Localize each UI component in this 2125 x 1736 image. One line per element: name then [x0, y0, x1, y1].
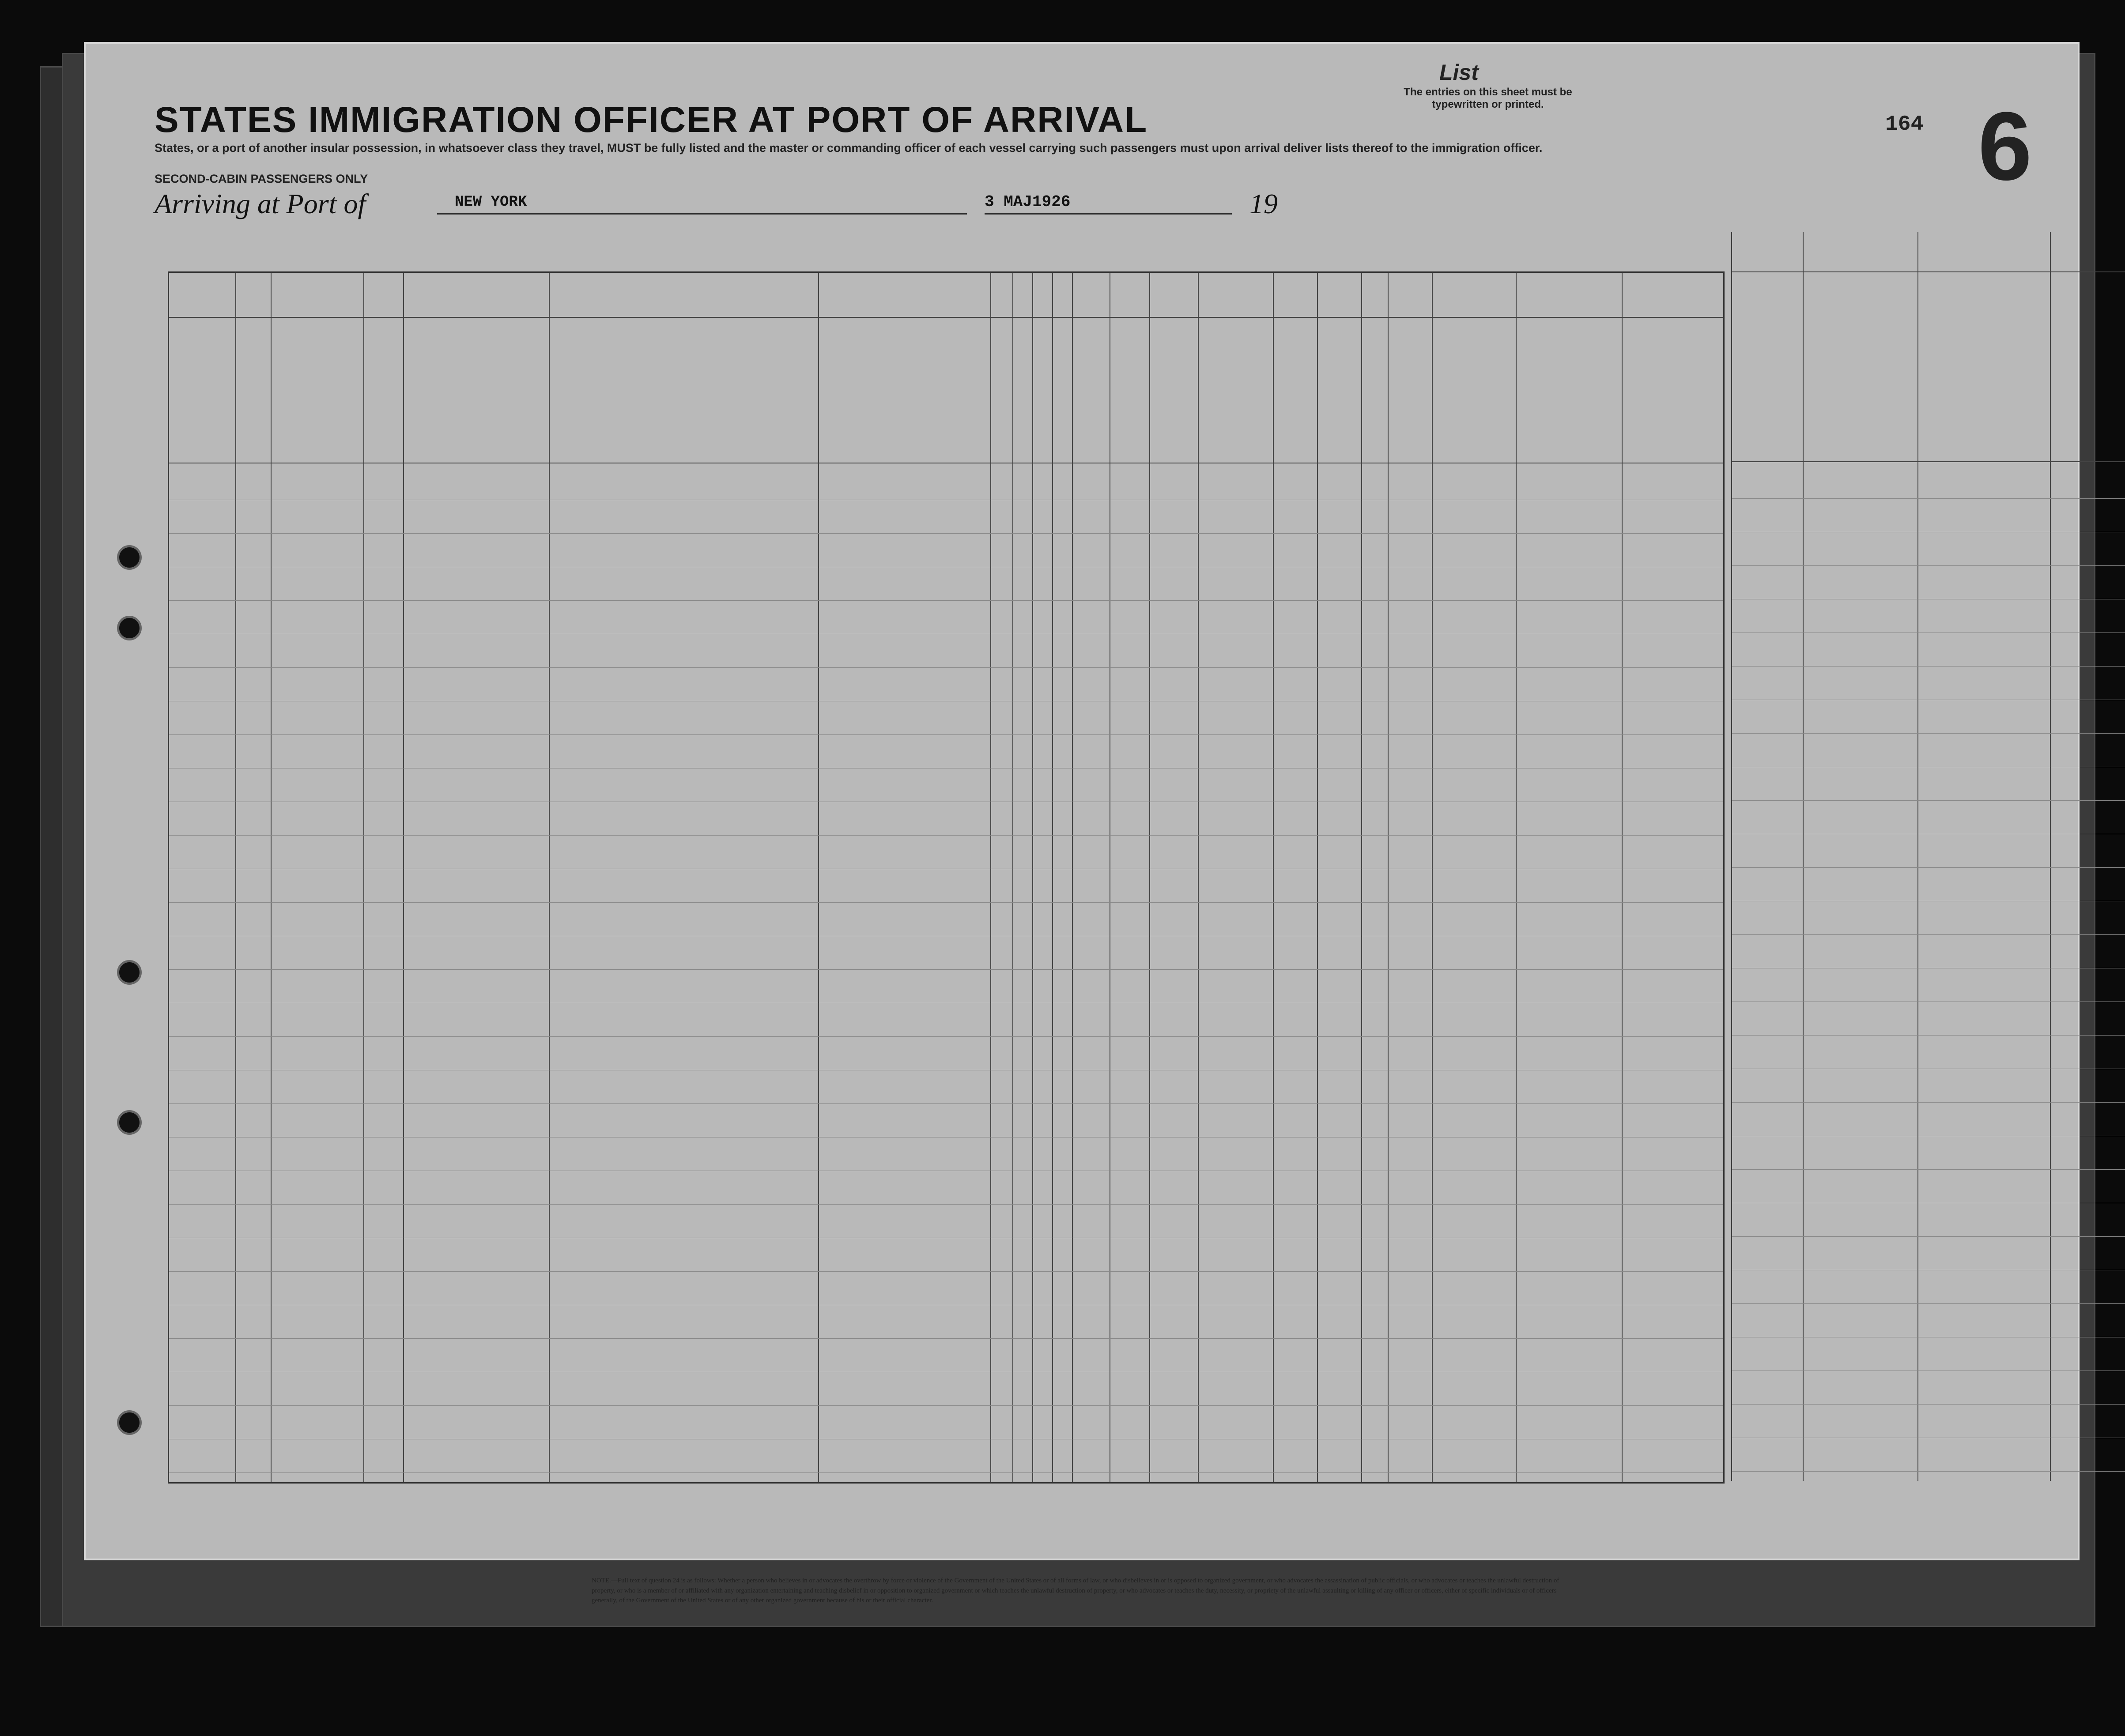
row-divider: [1732, 1102, 2125, 1103]
row-divider: [169, 1472, 1723, 1473]
column-divider: [1012, 273, 1013, 1482]
punch-hole: [117, 616, 142, 640]
arriving-label: Arriving at Port of: [155, 188, 366, 219]
column-divider: [1317, 273, 1318, 1482]
row-divider: [169, 1036, 1723, 1037]
row-divider: [1732, 800, 2125, 801]
column-divider: [549, 273, 550, 1482]
row-divider: [169, 969, 1723, 970]
arrival-line: [155, 188, 1347, 218]
page-title: STATES IMMIGRATION OFFICER AT PORT OF ARRIVAL: [155, 100, 1148, 140]
row-divider: [1732, 565, 2125, 566]
row-divider: [1732, 666, 2125, 667]
row-divider: [1732, 498, 2125, 499]
column-divider: [1516, 273, 1517, 1482]
column-divider: [1052, 273, 1053, 1482]
column-divider: [1072, 273, 1073, 1482]
column-divider: [1198, 273, 1199, 1482]
punch-hole: [117, 1410, 142, 1435]
column-divider: [1803, 232, 1804, 1481]
column-divider: [1432, 273, 1433, 1482]
row-divider: [1732, 1236, 2125, 1237]
column-divider: [1622, 273, 1623, 1482]
column-divider: [1273, 273, 1274, 1482]
row-divider: [169, 1271, 1723, 1272]
row-divider: [169, 1338, 1723, 1339]
punch-hole: [117, 545, 142, 570]
column-divider: [1149, 273, 1150, 1482]
visa-table: [1731, 232, 2125, 1481]
header-instructions: States, or a port of another insular possession, in whatsoever class they travel, MUST be fully listed and the master or commanding officer of each vessel carrying such passengers must upon arrival deliver lists thereof to the immigration officer.: [155, 141, 1543, 154]
arrival-date: 3 MAJ1926: [985, 193, 1071, 211]
column-divider: [2050, 232, 2051, 1481]
punch-hole: [117, 960, 142, 985]
column-divider: [1917, 232, 1918, 1481]
row-divider: [1732, 934, 2125, 935]
row-divider: [1732, 1035, 2125, 1036]
row-divider: [169, 600, 1723, 601]
column-divider: [235, 273, 236, 1482]
row-divider: [169, 734, 1723, 735]
row-divider: [169, 835, 1723, 836]
row-divider: [1732, 1471, 2125, 1472]
date-underline: [985, 213, 1232, 215]
header-divider: [1732, 271, 2125, 272]
port-name: NEW YORK: [455, 194, 527, 211]
passenger-table: [168, 271, 1725, 1484]
page-number: 164: [1885, 113, 1924, 136]
row-divider: [1732, 1169, 2125, 1170]
column-divider: [271, 273, 272, 1482]
column-divider: [1388, 273, 1389, 1482]
row-divider: [1732, 867, 2125, 868]
punch-hole: [117, 1110, 142, 1135]
list-instructions: The entries on this sheet must be typewritten or printed.: [1404, 86, 1572, 110]
manifest-sheet: [84, 42, 2080, 1604]
row-divider: [169, 533, 1723, 534]
column-divider: [1032, 273, 1033, 1482]
row-divider: [169, 1405, 1723, 1406]
column-divider: [990, 273, 991, 1482]
row-divider: [1732, 1303, 2125, 1304]
row-divider: [169, 1204, 1723, 1205]
column-divider: [363, 273, 364, 1482]
row-divider: [169, 667, 1723, 668]
row-divider: [169, 902, 1723, 903]
header-divider: [169, 317, 1723, 318]
header-divider: [1732, 461, 2125, 462]
column-divider: [818, 273, 819, 1482]
port-underline: [437, 213, 967, 215]
list-label: List: [1439, 60, 1479, 85]
row-divider: [1732, 733, 2125, 734]
corner-digit: 6: [1978, 92, 2032, 200]
column-divider: [1361, 273, 1362, 1482]
row-divider: [169, 1103, 1723, 1104]
column-divider: [403, 273, 404, 1482]
footnote: NOTE.—Full text of question 24 is as follows: Whether a person who believes in or advocates the overthrow by force or violence of the Government of the United States or of all forms of law, or who disbelieves in or is opposed to organized government, or who advocates the assassination of public officials, or who advocates or teaches the unlawful destruction of property, or who is a member of or affiliated with any organization entertaining and teaching disbelief in or opposition to organized government or which teaches the unlawful destruction of property, or who advocates or teaches the duty, necessity, or propriety of the unlawful assaulting or killing of any officer or officers, either of specific individuals or of officers generally, of the Government of the United States or of any other organized government because of his or their official character.: [592, 1577, 1559, 1604]
row-divider: [1732, 1404, 2125, 1405]
cabin-class: SECOND-CABIN PASSENGERS ONLY: [155, 172, 368, 185]
year-prefix: 19: [1249, 188, 1278, 219]
